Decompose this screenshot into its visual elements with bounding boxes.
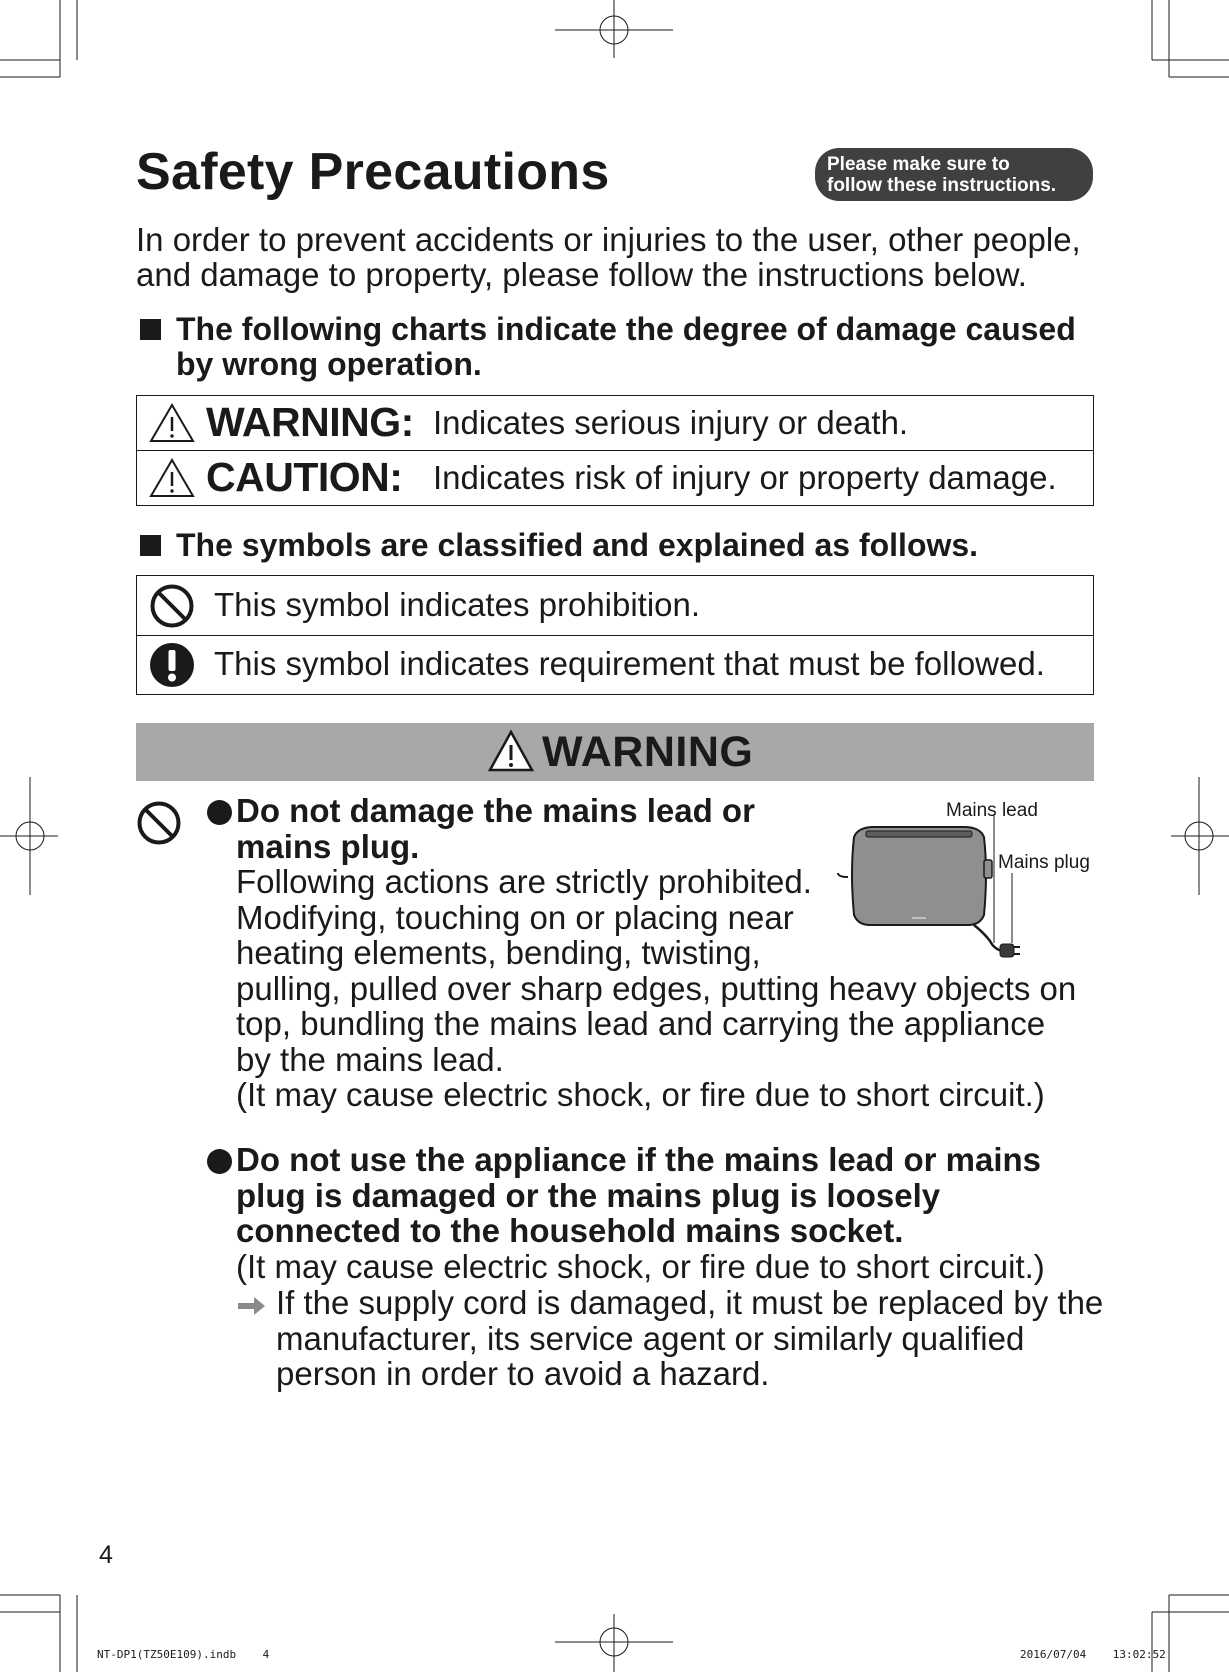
warning-label: WARNING: bbox=[206, 399, 414, 445]
page-title: Safety Precautions bbox=[136, 143, 610, 201]
warning-banner bbox=[136, 723, 1094, 781]
caution-description: Indicates risk of injury or property damage. bbox=[433, 459, 1057, 496]
warning-banner-label: WARNING bbox=[542, 728, 754, 776]
symbols-table bbox=[136, 575, 1094, 695]
warning-triangle-icon bbox=[487, 729, 535, 773]
symbols-section-heading bbox=[140, 528, 1120, 564]
item2-heading-line: Do not use the appliance if the mains lead or mains bbox=[236, 1141, 1042, 1178]
mains-plug-label: Mains plug bbox=[998, 852, 1090, 873]
mandatory-icon bbox=[149, 642, 195, 688]
square-bullet-icon bbox=[140, 319, 161, 340]
instruction-badge bbox=[815, 148, 1093, 201]
mandatory-row bbox=[137, 636, 1094, 695]
prohibition-row bbox=[137, 576, 1094, 636]
warning-description: Indicates serious injury or death. bbox=[433, 404, 909, 441]
item1-line: heating elements, bending, twisting, bbox=[236, 934, 761, 971]
square-bullet-icon bbox=[140, 535, 161, 556]
intro-paragraph: In order to prevent accidents or injuries to the user, other people, and damage to property, please follow the instructions below. bbox=[136, 221, 1081, 293]
toaster-illustration bbox=[834, 815, 1024, 970]
symbols-heading-text: The symbols are classified and explained as follows. bbox=[176, 527, 979, 563]
caution-row bbox=[137, 451, 1094, 506]
item2-note: (It may cause electric shock, or fire due to short circuit.) bbox=[236, 1248, 1045, 1285]
arrow-right-icon bbox=[236, 1294, 268, 1318]
item1-heading bbox=[236, 793, 796, 864]
prohibition-description: This symbol indicates prohibition. bbox=[214, 586, 701, 623]
prohibition-icon bbox=[136, 800, 182, 846]
degree-heading-text: The following charts indicate the degree of damage caused by wrong operation. bbox=[176, 311, 1076, 382]
mains-lead-label: Mains lead bbox=[946, 800, 1038, 821]
item2-heading bbox=[236, 1142, 1116, 1249]
warning-triangle-icon bbox=[149, 403, 195, 443]
footer-file: NT-DP1(TZ50E109).indb 4 bbox=[97, 1648, 270, 1661]
item2-heading-line: connected to the household mains socket. bbox=[236, 1212, 904, 1249]
degree-section-heading bbox=[140, 312, 1120, 387]
item1-heading-line: mains plug. bbox=[236, 827, 420, 865]
item1-line: pulling, pulled over sharp edges, putting heavy objects on bbox=[236, 969, 1077, 1007]
warning-row bbox=[137, 396, 1094, 451]
badge-line-1: Please make sure to bbox=[827, 154, 1010, 175]
item1-line: (It may cause electric shock, or fire due to short circuit.) bbox=[236, 1076, 1045, 1113]
item1-line: Modifying, touching on or placing near bbox=[236, 898, 794, 936]
degree-table bbox=[136, 395, 1094, 506]
badge-line-2: follow these instructions. bbox=[827, 175, 1057, 196]
item1-line: Following actions are strictly prohibited. bbox=[236, 863, 812, 900]
item1-heading-line: Do not damage the mains lead or bbox=[236, 792, 755, 829]
bullet-icon bbox=[207, 800, 232, 825]
mandatory-description: This symbol indicates requirement that must be followed. bbox=[214, 645, 1045, 682]
caution-label: CAUTION: bbox=[206, 454, 403, 500]
prohibition-icon bbox=[149, 583, 195, 629]
item2-heading-line: plug is damaged or the mains plug is loosely bbox=[236, 1176, 941, 1214]
item1-line: by the mains lead. bbox=[236, 1040, 504, 1078]
item1-line: top, bundling the mains lead and carrying the appliance bbox=[236, 1005, 1046, 1042]
caution-triangle-icon bbox=[149, 458, 195, 498]
item2-arrow-text: If the supply cord is damaged, it must be replaced by the manufacturer, its service agent or similarly qualified person in order to avoid a hazard. bbox=[276, 1284, 1104, 1392]
page-number: 4 bbox=[99, 1541, 113, 1569]
footer-date: 2016/07/04 13:02:52 bbox=[1020, 1648, 1166, 1661]
bullet-icon bbox=[207, 1149, 232, 1174]
